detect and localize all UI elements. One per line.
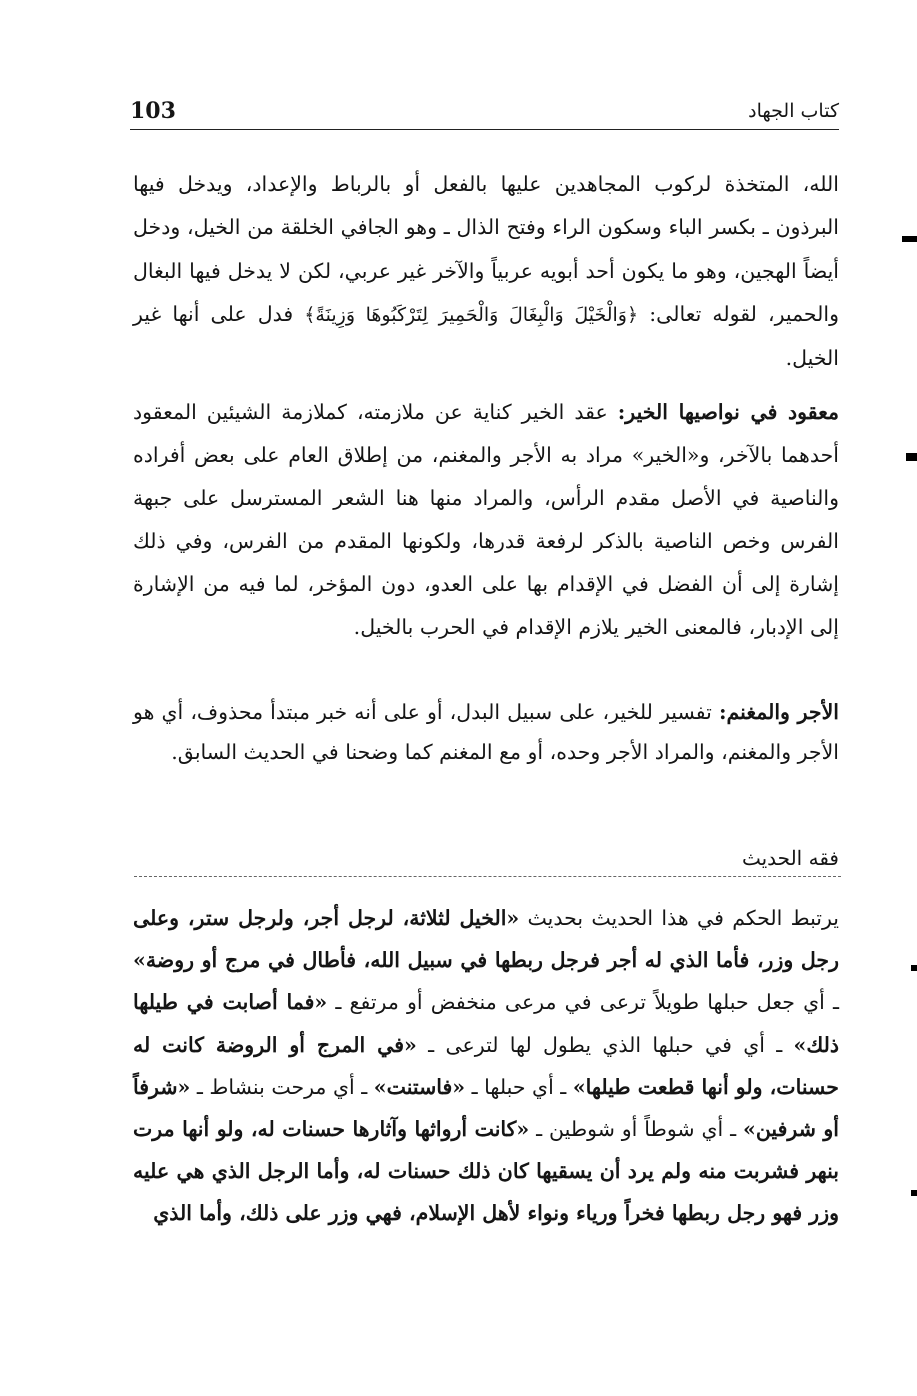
paragraph-1-ending: فدل على أنها غير الخيل. xyxy=(133,301,839,371)
paragraph-1 xyxy=(133,163,839,380)
hadith-quote: «فما أصابت في طيلها ذلك» xyxy=(133,990,839,1057)
term-heading-2: الأجر والمغنم: xyxy=(718,700,839,724)
hadith-quote: «كانت أرواثها وآثارها حسنات له، ولو أنها مرت بنهر فشربت منه ولم يرد أن يسقيها كان ذلك حسنات له، وأما الرجل الذي هي عليه وزر فهو رجل ربطها فخراً ورياء ونواء لأهل الإسلام، فهي وزر على ذلك، وأما الذي xyxy=(133,1117,839,1226)
scan-margin-mark xyxy=(906,453,917,461)
section-divider xyxy=(134,876,841,877)
hadith-quote: «في المرج أو الروضة كانت له حسنات، ولو أنها قطعت طيلها» xyxy=(133,1032,839,1099)
text-run: ـ أي شوطاً أو شوطين ـ xyxy=(529,1117,743,1142)
header-rule xyxy=(130,129,839,130)
page-number: 103 xyxy=(130,98,176,124)
text-run: ـ أي حبلها ـ xyxy=(465,1074,573,1099)
hadith-quote: «شرفاً أو شرفين» xyxy=(133,1074,839,1142)
text-run: ـ أي جعل حبلها طويلاً ترعى في مرعى منخفض أو مرتفع ـ xyxy=(327,990,839,1015)
hadith-quote: «الخيل لثلاثة، لرجل أجر، ولرجل ستر، وعلى رجل وزر، فأما الذي له أجر فرجل ربطها في سبيل الله، فأطال في مرج أو روضة» xyxy=(133,906,839,973)
paragraph-2-text: عقد الخير كناية عن ملازمته، كملازمة الشيئين المعقود أحدهما بالآخر، و«الخير» مراد به الأجر والمغنم، من إطلاق العام على بعض أفراده والناصية في الأصل مقدم الرأس، والمراد منها هنا الشعر المسترسل على جبهة الفرس وخص الناصية بالذكر لرفعة قدرها، ولكونها المقدم من الفرس، وفي ذلك إشارة إلى أن الفضل في الإقدام بها على العدو، دون المؤخر، لما فيه من الإشارة إلى الإدبار، فالمعنى الخير يلازم الإقدام في الحرب بالخيل. xyxy=(133,400,839,639)
term-heading-1: معقود في نواصيها الخير: xyxy=(617,400,839,424)
paragraph-4 xyxy=(133,897,839,1235)
paragraph-2 xyxy=(133,391,839,648)
text-run: يرتبط الحكم في هذا الحديث بحديث xyxy=(519,906,839,930)
paragraph-3 xyxy=(133,692,839,772)
paragraph-1-text: الله، المتخذة لركوب المجاهدين عليها بالفعل أو بالرباط والإعداد، ويدخل فيها البرذون ـ بكسر الباء وسكون الراء وفتح الذال ـ وهو الجافي الخلقة من الخيل، ودخل أيضاً الهجين، وهو ما يكون أحد أبويه عربياً والآخر غير عربي، لكن لا يدخل فيها البغال والحمير، لقوله تعالى: xyxy=(133,172,839,326)
running-title: كتاب الجهاد xyxy=(748,100,839,122)
hadith-quote: «فاستنت» xyxy=(373,1074,466,1099)
paragraph-3-text: تفسير للخير، على سبيل البدل، أو على أنه خبر مبتدأ محذوف، أي هو الأجر والمغنم، والمراد الأجر وحده، أو مع المغنم كما وضحنا في الحديث السابق. xyxy=(133,700,839,764)
section-heading: فقه الحديث xyxy=(741,846,839,870)
scan-margin-mark xyxy=(911,1190,917,1196)
scan-margin-mark xyxy=(911,965,917,971)
text-run: ـ أي مرحت بنشاط ـ xyxy=(190,1074,374,1099)
scan-margin-mark xyxy=(902,236,917,242)
text-run: ـ أي في حبلها الذي يطول لها لترعى ـ xyxy=(416,1032,794,1057)
quran-verse: ﴿وَالْخَيْلَ وَالْبِغَالَ وَالْحَمِيرَ لِتَرْكَبُوهَا وَزِينَةً﴾ xyxy=(304,303,639,326)
page-header xyxy=(130,96,839,130)
